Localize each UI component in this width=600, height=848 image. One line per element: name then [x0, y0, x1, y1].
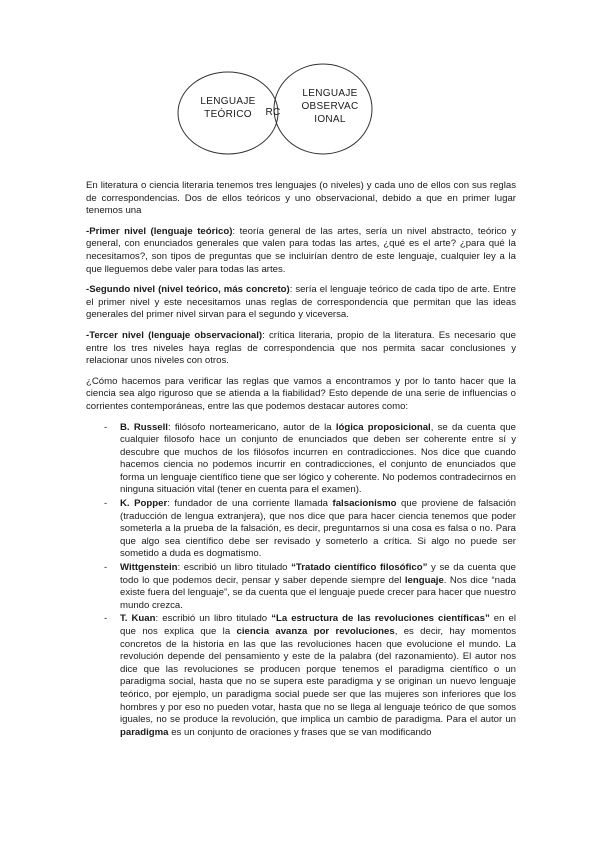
author-name: K. Popper	[120, 498, 168, 510]
bullet-dash: -	[104, 613, 108, 625]
author-name: T. Kuan	[120, 613, 156, 625]
right-label-line: IONAL	[314, 114, 346, 125]
list-item-kuan	[86, 613, 516, 739]
level3-text: : crítica literaria, propio de la literatura. Es necesario que entre los tres niveles haya reglas de correspondencia que nos permita sacar conclusiones y relacionar unos niveles con otros.	[86, 329, 516, 367]
author-text: : fundador de una corriente llamada	[167, 498, 333, 510]
document-body	[86, 180, 516, 740]
author-text: . Nos dice “nada existe fuera del lenguaje”, se da cuenta que el lenguaje puede crecer para hacer que nuestro mundo crezca.	[120, 574, 517, 611]
venn-diagram	[0, 0, 600, 160]
author-text: y se da cuenta que todo lo que podemos decir, pensar y saber depende siempre del	[120, 562, 516, 586]
list-item-russell	[86, 422, 516, 498]
right-label-line: LENGUAJE	[302, 88, 358, 99]
level3-title: -Tercer nivel (lenguaje observacional)	[86, 329, 263, 341]
list-item-wittgenstein	[86, 562, 516, 612]
author-text: : escribió un libro titulado	[177, 562, 292, 574]
author-bold: ciencia avanza por revoluciones	[236, 626, 395, 637]
author-bold: “Tratado científico filosófico”	[291, 562, 428, 574]
bullet-dash: -	[104, 498, 108, 510]
list-item-popper	[86, 498, 516, 561]
bullet-dash: -	[104, 562, 108, 574]
author-bold: falsacionismo	[332, 498, 397, 510]
author-text: que proviene de falsación (traducción de lengua extranjera), que nos dice que para hacer ciencia tenemos que poder someterla a la prueba de la falsación, es decir, preguntarnos si una cosa es falsa o no. Para que algo sea científico debe ser revisado y someterlo a crítica. Si algo no puede ser sometido a duda es dogmatismo.	[120, 498, 516, 560]
author-bold: lenguaje	[404, 574, 444, 586]
venn-circles	[0, 0, 600, 160]
level2-paragraph	[86, 284, 516, 322]
author-name: Wittgenstein	[120, 562, 178, 574]
left-circle-label	[193, 95, 263, 121]
author-text: , se da cuenta que cualquier filosofo hace un conjunto de enunciados que deben ser coherente entre sí y descubre que muchos de los filósofos incurren en contradicciones. Nos dice que cuando hacemos ciencia no podemos incurrir en contradicciones, el conjunto de enunciados que forma un lenguaje científico tiene que ser lógico y coherente. No podemos contradecirnos en ninguna situación vital (tener en cuenta para el examen).	[120, 421, 516, 496]
center-label: RC	[265, 107, 281, 118]
level1-paragraph	[86, 226, 516, 276]
author-bold: lógica proposicional	[335, 421, 431, 433]
author-text: : escribió un libro titulado	[155, 613, 272, 625]
level3-paragraph	[86, 330, 516, 368]
author-text: , es decir, hay momentos concretos de la historia en las que las revoluciones hacen que evolucione el mundo. La revolución depende del pensamiento y este de la palabra (del razonamiento). El autor nos dice que las revoluciones se producen porque tenemos el paradigma científico o un paradigma social, hasta que no se supera este paradigma y se originan un nuevo lenguaje teórico, por ejemplo, un paradigma social puede ser que las mujeres son inferiores que los hombres y por eso no pueden votar, hasta que no se llega al lenguaje teórico de que somos iguales, no se produce la revolución, que implica un cambio de paradigma. Para el autor un	[120, 626, 517, 726]
level2-title: -Segundo nivel (nivel teórico, más concreto)	[86, 284, 290, 296]
author-name: B. Russell	[120, 421, 168, 433]
right-circle-label	[290, 87, 370, 126]
author-text: : filósofo norteamericano, autor de la	[167, 421, 336, 433]
author-text: en el que nos explica que la	[120, 613, 516, 637]
author-text: es un conjunto de oraciones y frases que se van modificando	[168, 726, 432, 738]
bullet-dash: -	[104, 421, 108, 433]
left-label-line: TEÓRICO	[204, 109, 252, 120]
author-bold: paradigma	[120, 726, 169, 738]
question-paragraph: ¿Cómo hacemos para verificar las reglas que vamos a encontramos y por lo tanto hacer que la ciencia sea algo riguroso que se atienda a la fiabilidad? Esto depende de una serie de influencias o corrientes contemporáneas, entre las que podemos destacar autores como:	[86, 375, 516, 412]
intro-paragraph: En literatura o ciencia literaria tenemos tres lenguajes (o niveles) y cada uno de ellos con sus reglas de correspondencias. Dos de ellos teóricos y uno observacional, debido a que en primer lugar tenemos una	[86, 180, 516, 217]
left-label-line: LENGUAJE	[200, 96, 256, 107]
authors-list	[86, 422, 516, 740]
level2-text: : sería el lenguaje teórico de cada tipo de arte. Entre el primer nivel y este necesitamos unas reglas de correspondencia que permitan que las ideas generales del primer nivel sirvan para el segundo y viceversa.	[86, 284, 516, 321]
right-label-line: OBSERVAC	[301, 101, 359, 112]
author-bold: “La estructura de las revoluciones científicas”	[271, 613, 490, 625]
level1-title: -Primer nivel (lenguaje teórico)	[86, 225, 233, 237]
level1-text: : teoría general de las artes, sería un nivel abstracto, teórico y general, con enunciados generales que valen para todas las artes, ¿qué es el arte? ¿para qué la necesitamos?, son tipos de preguntas que se incluirían dentro de este lenguaje, cualquier ley a la que lleguemos debe valer para todas las artes.	[86, 225, 516, 275]
